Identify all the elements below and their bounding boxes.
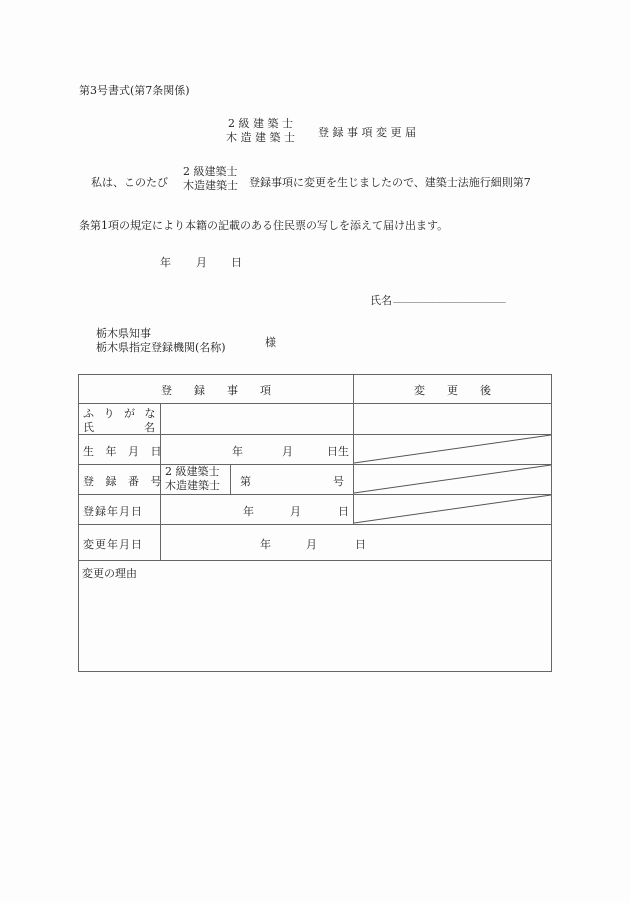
change-reason-field[interactable] bbox=[79, 580, 551, 670]
change-date-label: 変更年月日 bbox=[83, 538, 143, 551]
name-label: 氏名 bbox=[370, 294, 392, 307]
registration-number-label: 登 録 番 号 bbox=[83, 475, 166, 488]
body-qual-2: 木造建築士 bbox=[183, 179, 238, 192]
date-day: 日 bbox=[231, 256, 242, 269]
change-year: 年 bbox=[260, 538, 271, 551]
furigana-name-value[interactable] bbox=[161, 404, 353, 434]
body-suffix: 登録事項に変更を生じましたので、建築士法施行細則第7 bbox=[249, 176, 531, 189]
registration-qual-2: 木造建築士 bbox=[165, 479, 220, 492]
strike-line-regno bbox=[354, 465, 551, 493]
registration-month: 月 bbox=[290, 505, 301, 518]
strike-line-regdate bbox=[354, 495, 551, 523]
name-field[interactable]: ____________________ bbox=[393, 292, 506, 303]
date-year: 年 bbox=[160, 256, 171, 269]
form-number: 第3号書式(第7条関係) bbox=[79, 84, 190, 97]
body-qual-1: 2 級建築士 bbox=[183, 165, 238, 178]
birth-date-label: 生 年 月 日 bbox=[83, 445, 166, 458]
registration-qual-1: 2 級建築士 bbox=[165, 465, 220, 478]
registration-qualifications bbox=[165, 465, 220, 493]
addressee-registration-agency: 栃木県指定登録機関(名称) bbox=[96, 341, 226, 354]
furigana-label: ふ り が な bbox=[83, 407, 159, 420]
registration-number-prefix: 第 bbox=[240, 475, 251, 488]
registration-date-label: 登録年月日 bbox=[83, 505, 143, 518]
birth-day: 日生 bbox=[327, 445, 349, 458]
registration-number-suffix: 号 bbox=[333, 475, 344, 488]
name-label-b: 名 bbox=[144, 421, 155, 434]
title-qual-1: 2 級 建 築 士 bbox=[228, 117, 293, 130]
registration-day: 日 bbox=[338, 505, 349, 518]
birth-month: 月 bbox=[282, 445, 293, 458]
header-registration-items: 登 録 事 項 bbox=[161, 384, 271, 397]
date-month: 月 bbox=[196, 256, 207, 269]
birth-year: 年 bbox=[232, 445, 243, 458]
addressee-honorific: 様 bbox=[265, 336, 276, 349]
page-title: 登 録 事 項 変 更 届 bbox=[318, 126, 416, 139]
change-day: 日 bbox=[355, 538, 366, 551]
header-after-change: 変 更 後 bbox=[414, 384, 491, 397]
body-line-2: 条第1項の規定により本籍の記載のある住民票の写しを添えて届け出ます。 bbox=[79, 219, 449, 232]
name-label-a: 氏 bbox=[83, 421, 94, 434]
registration-year: 年 bbox=[243, 505, 254, 518]
addressee-governor: 栃木県知事 bbox=[96, 327, 151, 340]
body-prefix: 私は、このたび bbox=[91, 176, 168, 189]
change-month: 月 bbox=[306, 538, 317, 551]
furigana-name-after[interactable] bbox=[354, 404, 551, 434]
change-reason-label: 変更の理由 bbox=[82, 567, 137, 580]
strike-line-birth bbox=[354, 435, 551, 463]
title-qual-2: 木 造 建 築 士 bbox=[226, 131, 295, 144]
